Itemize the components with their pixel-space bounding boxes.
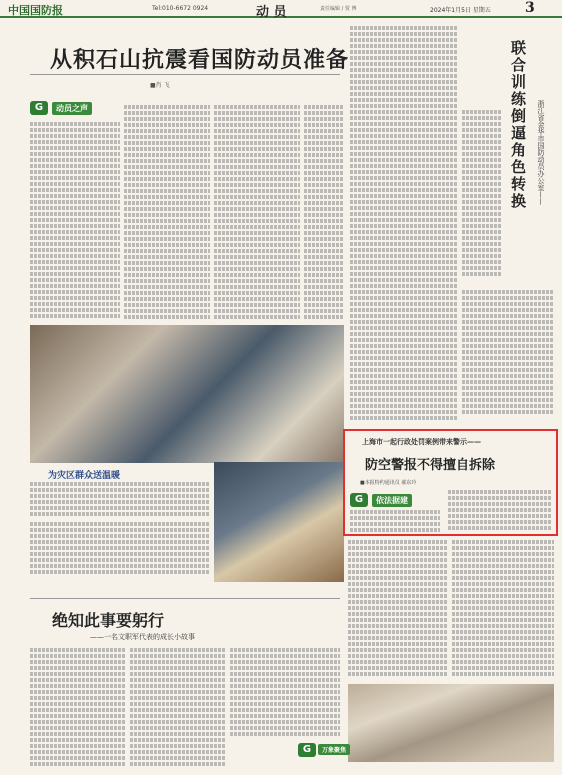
headline-rule xyxy=(30,74,340,75)
photo-caption-text xyxy=(30,482,210,518)
highlight-g-icon: G xyxy=(350,493,368,507)
bottom-column-label: 万象聚焦 xyxy=(318,744,350,755)
right-vertical-subtitle: 浙江省金华市国防动员办公室—— xyxy=(537,100,545,205)
right-lower-text xyxy=(462,290,554,420)
section-title: 动 员 xyxy=(256,5,287,20)
bottom-g-icon: G xyxy=(298,743,316,757)
main-text-col-1 xyxy=(30,122,120,322)
lower-right-text-1 xyxy=(348,540,448,680)
highlight-column-label: 依法据建 xyxy=(372,494,412,507)
earthquake-relief-photo xyxy=(30,325,344,463)
bottom-text-col-3 xyxy=(230,648,340,740)
highlight-text-1 xyxy=(350,510,440,534)
bottom-right-photo xyxy=(348,684,554,762)
page-number: 3 xyxy=(525,0,535,16)
masthead-editor: 责任编辑 / 贾 博 xyxy=(320,6,357,12)
main-headline: 从积石山抗震看国防动员准备 xyxy=(50,48,350,73)
column-label-dongyuan: 动员之声 xyxy=(52,102,92,115)
main-text-col-2 xyxy=(124,105,210,322)
highlight-byline: ■本报特约通讯员 郝东玲 xyxy=(360,480,417,486)
top-right-text xyxy=(350,26,458,426)
column-g-icon: G xyxy=(30,101,48,115)
photo-caption-title: 为灾区群众送温暖 xyxy=(48,471,121,481)
bottom-deck: ——一名文职军代表的成长小故事 xyxy=(90,633,195,641)
bottom-headline: 绝知此事要躬行 xyxy=(52,611,165,630)
bottom-story-rule xyxy=(30,598,340,599)
highlight-text-2 xyxy=(448,490,552,534)
masthead-date: 2024年1月5日 星期五 xyxy=(430,7,491,14)
newspaper-logo: 中国国防报 xyxy=(8,4,63,17)
right-narrow-text xyxy=(462,110,502,280)
lower-right-text-2 xyxy=(452,540,554,680)
main-byline: ■肖 飞 xyxy=(150,82,170,89)
bottom-text-col-1 xyxy=(30,648,126,768)
middle-left-text xyxy=(30,522,210,580)
masthead-tel: Tel:010-6672 0924 xyxy=(152,5,209,12)
main-text-col-3 xyxy=(214,105,300,322)
highlight-kicker: 上海市一起行政处罚案例带来警示—— xyxy=(362,438,481,446)
bottom-text-col-2 xyxy=(130,648,226,768)
right-vertical-title: 联合训练倒逼角色转换 xyxy=(509,40,527,210)
main-text-col-4 xyxy=(304,105,344,322)
relief-photo-2 xyxy=(214,462,344,582)
highlight-title: 防空警报不得擅自拆除 xyxy=(365,458,496,473)
